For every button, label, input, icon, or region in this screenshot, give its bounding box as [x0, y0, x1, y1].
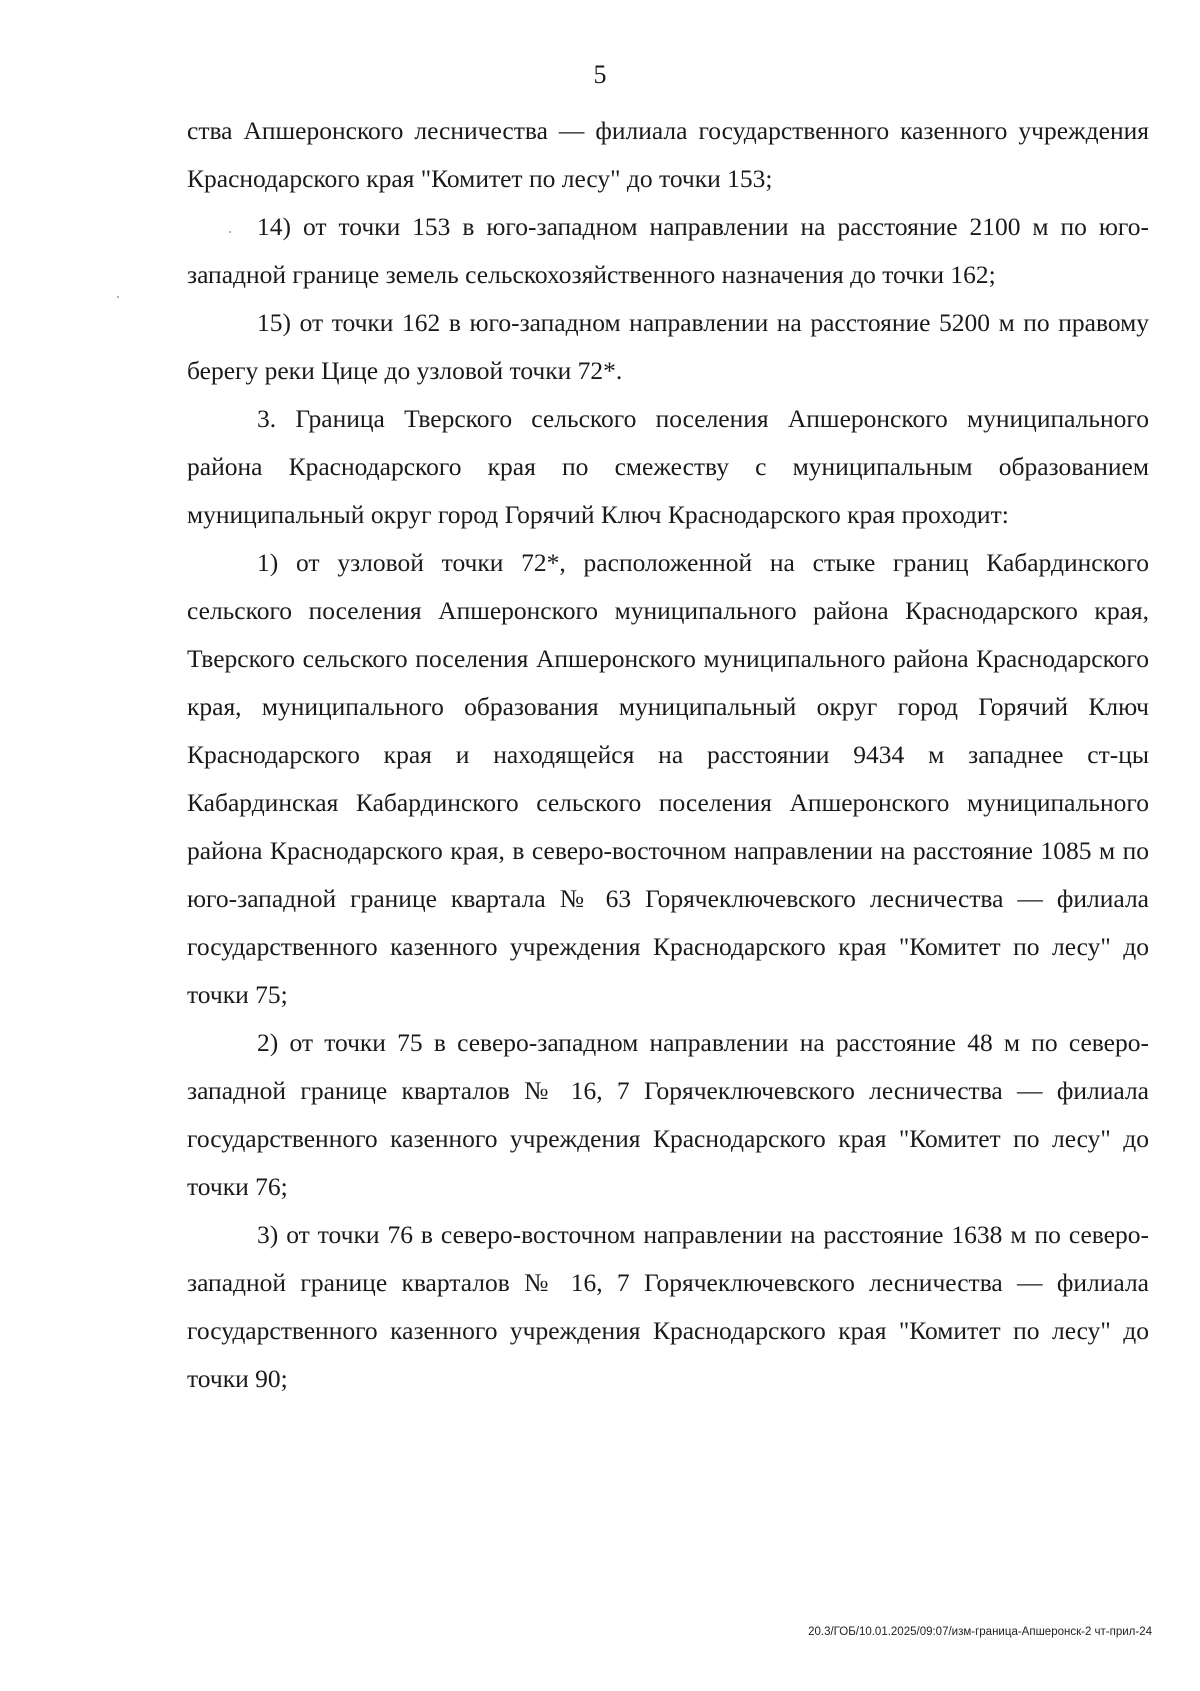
page-number: 5: [593, 60, 607, 89]
paragraph-item-14: 14) от точки 153 в юго-западном направлении на расстояние 2100 м по юго-западной границе земель сельскохозяйственного назначения до точки 162;: [187, 212, 1149, 289]
document-footer-code: 20.3/ГОБ/10.01.2025/09:07/изм-граница-Апшеронск-2 чт-прил-24: [808, 1626, 1152, 1638]
paragraph-item-3: 3) от точки 76 в северо-восточном направлении на расстояние 1638 м по северо-западной границе кварталов № 16, 7 Горячеключевского лесничества — филиала государственного казенного учреждения Краснодарского края "Комитет по лесу" до точки 90;: [187, 1220, 1149, 1393]
document-body: [187, 107, 1149, 1403]
scan-artifact-dot: [229, 231, 231, 233]
paragraph-section-3: 3. Граница Тверского сельского поселения Апшеронского муниципального района Краснодарского края по смежеству с муниципальным образованием муниципальный округ город Горячий Ключ Краснодарского края проходит:: [187, 404, 1149, 529]
scan-artifact-dot: [117, 296, 119, 298]
paragraph-item-2: 2) от точки 75 в северо-западном направлении на расстояние 48 м по северо-западной границе кварталов № 16, 7 Горячеключевского лесничества — филиала государственного казенного учреждения Краснодарского края "Комитет по лесу" до точки 76;: [187, 1028, 1149, 1201]
paragraph-item-1: 1) от узловой точки 72*, расположенной на стыке границ Кабардинского сельского поселения Апшеронского муниципального района Краснодарского края, Тверского сельского поселения Апшеронского муниципального района Краснодарского края, муниципального образования муниципальный округ город Горячий Ключ Краснодарского края и находящейся на расстоянии 9434 м западнее ст-цы Кабардинская Кабардинского сельского поселения Апшеронского муниципального района Краснодарского края, в северо-восточном направлении на расстояние 1085 м по юго-западной границе квартала № 63 Горячеключевского лесничества — филиала государственного казенного учреждения Краснодарского края "Комитет по лесу" до точки 75;: [187, 548, 1149, 1009]
paragraph-continuation: ства Апшеронского лесничества — филиала государственного казенного учреждения Краснодарского края "Комитет по лесу" до точки 153;: [187, 116, 1149, 193]
paragraph-item-15: 15) от точки 162 в юго-западном направлении на расстояние 5200 м по правому берегу реки Цице до узловой точки 72*.: [187, 308, 1149, 385]
